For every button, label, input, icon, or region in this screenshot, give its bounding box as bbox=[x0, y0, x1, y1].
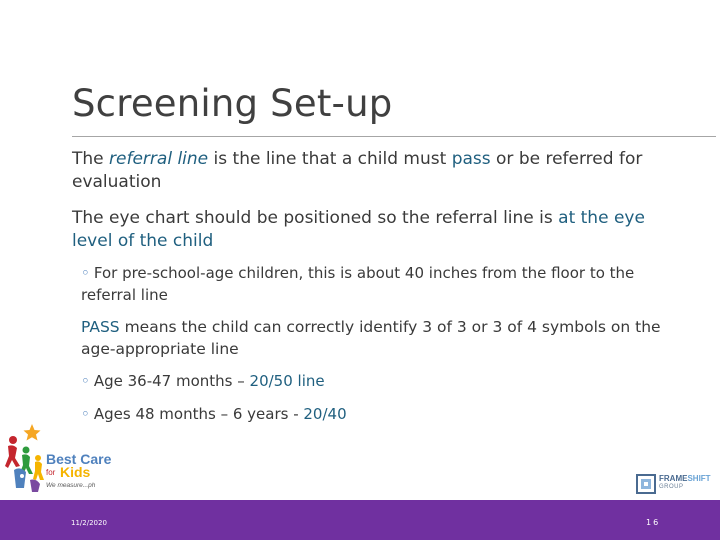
slide-title: Screening Set-up bbox=[72, 82, 393, 125]
frame-square-icon bbox=[636, 474, 656, 494]
text-segment: is the line that a child must bbox=[208, 149, 452, 169]
text-segment: or be referred for evaluation bbox=[72, 149, 643, 192]
text-pass-term: pass bbox=[451, 149, 491, 169]
bullet-preschool bbox=[81, 262, 661, 306]
text-segment: For pre-school-age children, this is about 40 inches from the floor to the referral line bbox=[81, 264, 635, 304]
text-segment: The eye chart should be positioned so the referral line is bbox=[72, 208, 559, 228]
bullet-icon: ◦ bbox=[81, 405, 90, 423]
text-segment: means the child can correctly identify 3 of 3 or 3 of 4 symbols on the age-appropriate line bbox=[81, 318, 661, 358]
title-divider bbox=[72, 136, 716, 137]
logo-text-shift: SHIFT bbox=[687, 474, 711, 483]
logo-text-group: GROUP bbox=[659, 484, 684, 490]
text-20-50-line: 20/50 line bbox=[249, 372, 325, 390]
bullet-icon: ◦ bbox=[81, 264, 90, 282]
text-pass-label: PASS bbox=[81, 318, 120, 336]
text-eye-level: at the eye level of the child bbox=[72, 208, 645, 251]
logo-text-kids: Kids bbox=[60, 464, 91, 480]
logo-text-for: for bbox=[46, 468, 56, 477]
frameshift-group-logo bbox=[636, 474, 716, 496]
text-referral-line-term: referral line bbox=[109, 149, 209, 169]
slide-number: 16 bbox=[646, 518, 661, 527]
paragraph-referral-line bbox=[72, 148, 672, 194]
text-segment: Age 36-47 months – bbox=[93, 372, 250, 390]
logo-text-frame: FRAME bbox=[659, 474, 688, 483]
paragraph-pass-definition bbox=[81, 316, 661, 360]
logo-tagline: We measure...ph bbox=[46, 482, 96, 489]
footer-date: 11/2/2020 bbox=[71, 519, 107, 527]
bullet-icon: ◦ bbox=[81, 372, 90, 390]
footer-bar bbox=[0, 500, 720, 540]
paragraph-eye-chart-position bbox=[72, 207, 672, 253]
bullet-age-48-months bbox=[81, 403, 661, 425]
logo-text-best-care: Best Care bbox=[46, 451, 112, 467]
text-segment: Ages 48 months – 6 years - bbox=[93, 405, 304, 423]
text-segment: The bbox=[72, 149, 110, 169]
logo-text-frameshift bbox=[659, 474, 711, 483]
bullet-age-36-47 bbox=[81, 370, 661, 392]
text-20-40: 20/40 bbox=[303, 405, 347, 423]
